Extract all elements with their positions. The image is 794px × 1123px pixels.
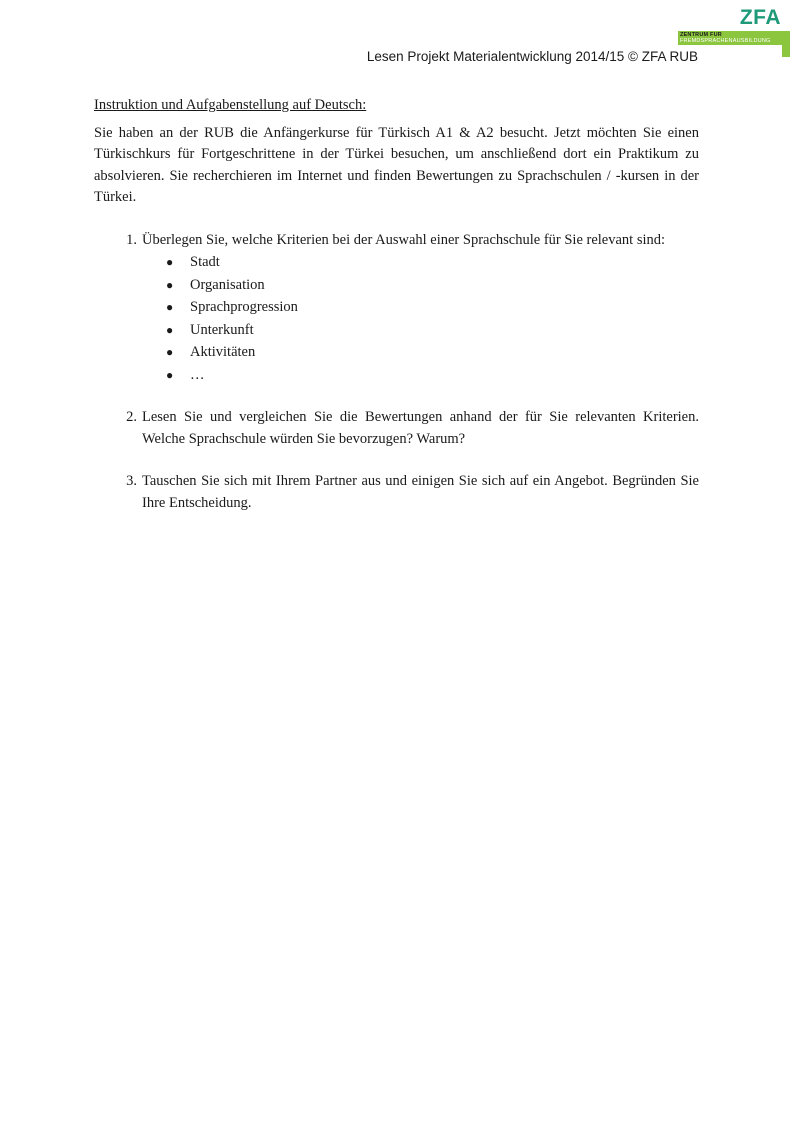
criteria-label: Aktivitäten — [190, 344, 256, 360]
bullet-icon: ● — [166, 255, 174, 269]
criteria-item — [166, 251, 699, 274]
criteria-label: Organisation — [190, 276, 265, 293]
logo-line-2: FREMDSPRACHENAUSBILDUNG — [680, 38, 771, 44]
criteria-label: … — [190, 366, 205, 383]
criteria-item — [166, 296, 699, 319]
logo-line-1: ZENTRUM FÜR — [680, 32, 722, 38]
task-number: 1. — [126, 231, 137, 248]
criteria-label: Sprachprogression — [190, 299, 298, 315]
criteria-label: Unterkunft — [190, 321, 254, 338]
bullet-icon: ● — [166, 345, 174, 359]
logo-bar — [678, 31, 790, 45]
logo-tail — [782, 45, 790, 57]
criteria-item — [166, 274, 699, 297]
criteria-label: Stadt — [190, 254, 220, 270]
criteria-item — [166, 364, 699, 387]
task-item — [94, 230, 699, 387]
task-item — [94, 407, 699, 450]
bullet-icon: ● — [166, 367, 174, 382]
criteria-item — [166, 341, 699, 364]
task-item — [94, 471, 699, 514]
section-heading: Instruktion und Aufgabenstellung auf Deutsch: — [94, 97, 367, 113]
bullet-icon: ● — [166, 300, 174, 314]
task-list — [94, 230, 699, 515]
task-content — [142, 230, 699, 387]
page-header: Lesen Projekt Materialentwicklung 2014/15 © ZFA RUB — [366, 49, 698, 64]
task-number: 2. — [126, 409, 137, 425]
task-text: Lesen Sie und vergleichen Sie die Bewertungen anhand der für Sie relevanten Kriterien. Welche Sprachschule würden Sie bevorzugen? Warum? — [142, 409, 699, 447]
zfa-logo — [672, 6, 790, 54]
intro-paragraph: Sie haben an der RUB die Anfängerkurse für Türkisch A1 & A2 besucht. Jetzt möchten Sie einen Türkischkurs für Fortgeschrittene in der Türkei besuchen, um anschließend dort ein Praktikum zu absolvieren. Sie recherchieren im Internet und finden Bewertungen zu Sprachschulen / -kursen in der Türkei. — [94, 124, 699, 205]
logo-title: ZFA — [739, 6, 781, 29]
criteria-item — [166, 319, 699, 342]
task-text: Überlegen Sie, welche Kriterien bei der Auswahl einer Sprachschule für Sie relevant sind: — [142, 231, 666, 248]
bullet-icon: ● — [166, 322, 174, 337]
bullet-icon: ● — [166, 277, 174, 292]
criteria-list — [142, 251, 699, 386]
document-body — [94, 95, 699, 535]
task-number: 3. — [126, 473, 137, 489]
task-text: Tauschen Sie sich mit Ihrem Partner aus und einigen Sie sich auf ein Angebot. Begründen Sie Ihre Entscheidung. — [142, 473, 699, 511]
